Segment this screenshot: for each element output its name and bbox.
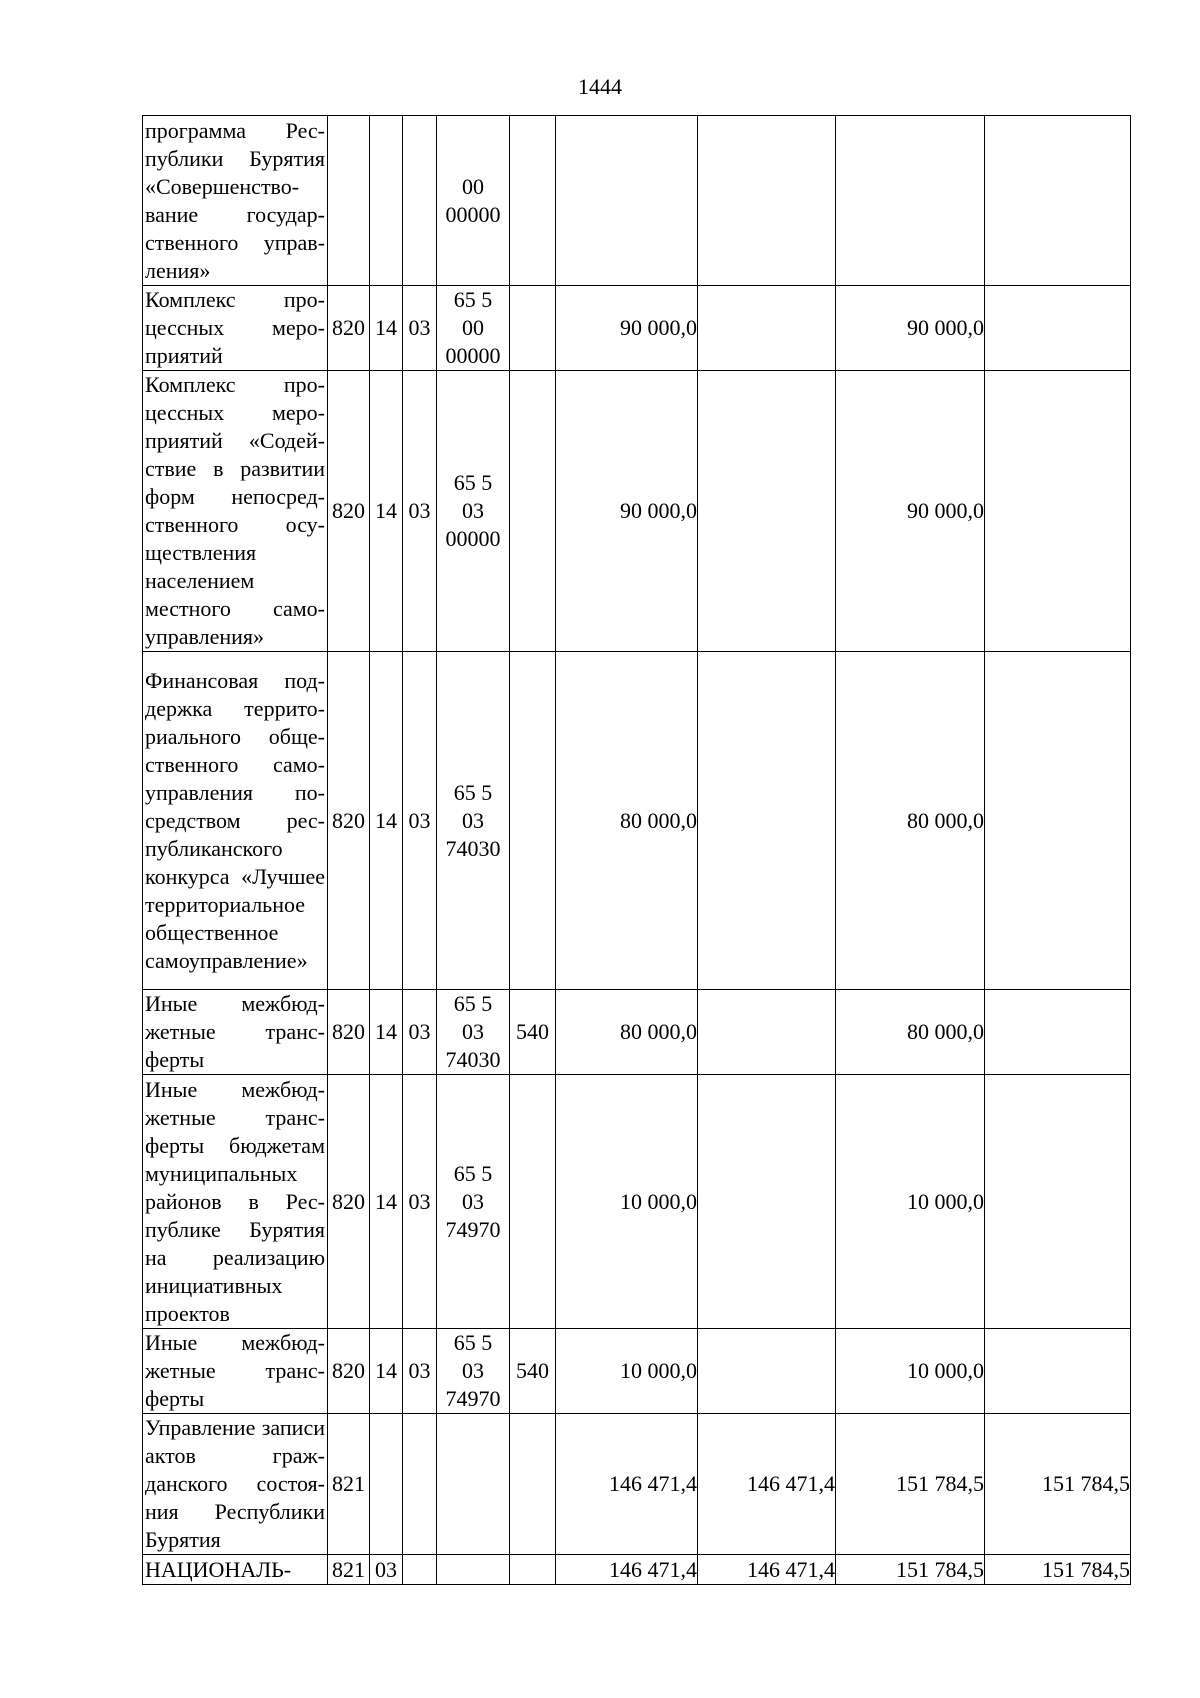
amount-4: 151 784,5 <box>985 1555 1131 1585</box>
target-article-line: 03 <box>462 1358 484 1383</box>
amount-4: 151 784,5 <box>985 1414 1131 1555</box>
amount-1: 80 000,0 <box>556 990 698 1075</box>
amount-1 <box>556 116 698 286</box>
grbs-code: 820 <box>328 1329 370 1414</box>
expense-type-code <box>510 1555 556 1585</box>
table-row <box>143 371 1131 652</box>
expense-type-code <box>510 1414 556 1555</box>
subsection-code: 03 <box>403 990 437 1075</box>
amount-1: 10 000,0 <box>556 1329 698 1414</box>
target-article-line: 03 <box>462 1188 484 1214</box>
row-name: НАЦИОНАЛЬ- <box>143 1555 328 1585</box>
amount-4 <box>985 1075 1131 1329</box>
target-article-code <box>437 116 510 286</box>
amount-2 <box>698 1075 836 1329</box>
amount-2: 146 471,4 <box>698 1555 836 1585</box>
expense-type-code <box>510 116 556 286</box>
target-article-code <box>437 1075 510 1329</box>
target-article-line: 00 <box>462 315 484 340</box>
amount-3: 90 000,0 <box>836 371 985 652</box>
amount-4 <box>985 286 1131 371</box>
table-row <box>143 990 1131 1075</box>
subsection-code: 03 <box>403 652 437 990</box>
amount-2 <box>698 116 836 286</box>
row-name: Управление записи актов гражданского состояния Республики Бурятия <box>143 1414 328 1555</box>
target-article-line: 03 <box>462 498 484 523</box>
section-code <box>370 116 403 286</box>
row-name: программа Республики Бурятия «Совершенствование государственного управления» <box>143 116 328 286</box>
subsection-code <box>403 1555 437 1585</box>
section-code: 14 <box>370 990 403 1075</box>
budget-table <box>142 115 1131 1585</box>
table-row <box>143 1329 1131 1414</box>
amount-3: 10 000,0 <box>836 1075 985 1329</box>
amount-3: 80 000,0 <box>836 990 985 1075</box>
grbs-code: 820 <box>328 371 370 652</box>
amount-1: 146 471,4 <box>556 1555 698 1585</box>
amount-3 <box>836 116 985 286</box>
target-article-code <box>437 990 510 1075</box>
target-article-code <box>437 286 510 371</box>
target-article-code <box>437 371 510 652</box>
target-article-code <box>437 1555 510 1585</box>
table-row <box>143 1414 1131 1555</box>
expense-type-code: 540 <box>510 990 556 1075</box>
target-article-line: 00000 <box>445 343 501 368</box>
grbs-code: 821 <box>328 1414 370 1555</box>
expense-type-code: 540 <box>510 1329 556 1414</box>
target-article-code <box>437 1329 510 1414</box>
row-name: Иные межбюджетные трансферты бюджетам муниципальных районов в Республике Бурятия на реализацию инициативных проектов <box>143 1075 328 1329</box>
table-row <box>143 1555 1131 1585</box>
section-code: 03 <box>370 1555 403 1585</box>
table-row <box>143 286 1131 371</box>
subsection-code: 03 <box>403 371 437 652</box>
target-article-line: 74030 <box>445 835 501 861</box>
target-article-code <box>437 1414 510 1555</box>
amount-3: 151 784,5 <box>836 1414 985 1555</box>
subsection-code: 03 <box>403 286 437 371</box>
amount-1: 146 471,4 <box>556 1414 698 1555</box>
table-row <box>143 652 1131 990</box>
subsection-code: 03 <box>403 1329 437 1414</box>
amount-4 <box>985 1329 1131 1414</box>
target-article-line: 65 5 <box>453 1330 493 1355</box>
table-row <box>143 116 1131 286</box>
section-code: 14 <box>370 1075 403 1329</box>
section-code: 14 <box>370 371 403 652</box>
target-article-line: 03 <box>462 1019 484 1044</box>
row-name: Иные межбюджетные трансферты <box>143 1329 328 1414</box>
page-number: 1444 <box>578 74 622 99</box>
row-name: Комплекс процессных мероприятий <box>143 286 328 371</box>
expense-type-code <box>510 1075 556 1329</box>
subsection-code <box>403 116 437 286</box>
amount-2 <box>698 1329 836 1414</box>
target-article-line: 65 5 <box>453 779 493 805</box>
target-article-line: 00 <box>462 173 484 199</box>
target-article-line: 65 5 <box>453 287 493 312</box>
grbs-code: 820 <box>328 1075 370 1329</box>
amount-2: 146 471,4 <box>698 1414 836 1555</box>
amount-2 <box>698 371 836 652</box>
row-name: Финансовая поддержка территориального общественного самоуправления посредством республиканского конкурса «Лучшее территориальное общественное самоуправление» <box>143 652 328 990</box>
amount-2 <box>698 652 836 990</box>
grbs-code: 820 <box>328 990 370 1075</box>
amount-3: 90 000,0 <box>836 286 985 371</box>
target-article-line: 65 5 <box>453 991 493 1016</box>
grbs-code: 821 <box>328 1555 370 1585</box>
row-name: Комплекс процессных мероприятий «Содействие в развитии форм непосредственного осуществления населением местного самоуправления» <box>143 371 328 652</box>
expense-type-code <box>510 286 556 371</box>
amount-4 <box>985 371 1131 652</box>
section-code: 14 <box>370 286 403 371</box>
amount-3: 151 784,5 <box>836 1555 985 1585</box>
expense-type-code <box>510 371 556 652</box>
amount-1: 10 000,0 <box>556 1075 698 1329</box>
amount-1: 80 000,0 <box>556 652 698 990</box>
amount-2 <box>698 286 836 371</box>
subsection-code <box>403 1414 437 1555</box>
subsection-code: 03 <box>403 1075 437 1329</box>
target-article-line: 74970 <box>445 1386 501 1411</box>
amount-2 <box>698 990 836 1075</box>
target-article-line: 74970 <box>445 1216 501 1242</box>
amount-1: 90 000,0 <box>556 371 698 652</box>
grbs-code: 820 <box>328 286 370 371</box>
grbs-code: 820 <box>328 652 370 990</box>
section-code: 14 <box>370 1329 403 1414</box>
target-article-line: 03 <box>462 807 484 833</box>
amount-3: 80 000,0 <box>836 652 985 990</box>
amount-1: 90 000,0 <box>556 286 698 371</box>
table-row <box>143 1075 1131 1329</box>
section-code: 14 <box>370 652 403 990</box>
grbs-code <box>328 116 370 286</box>
target-article-line: 65 5 <box>453 1160 493 1186</box>
target-article-line: 00000 <box>445 526 501 551</box>
amount-3: 10 000,0 <box>836 1329 985 1414</box>
expense-type-code <box>510 652 556 990</box>
section-code <box>370 1414 403 1555</box>
target-article-line: 00000 <box>445 201 501 227</box>
amount-4 <box>985 990 1131 1075</box>
amount-4 <box>985 652 1131 990</box>
target-article-line: 65 5 <box>453 470 493 495</box>
target-article-code <box>437 652 510 990</box>
amount-4 <box>985 116 1131 286</box>
target-article-line: 74030 <box>445 1047 501 1072</box>
row-name: Иные межбюджетные трансферты <box>143 990 328 1075</box>
